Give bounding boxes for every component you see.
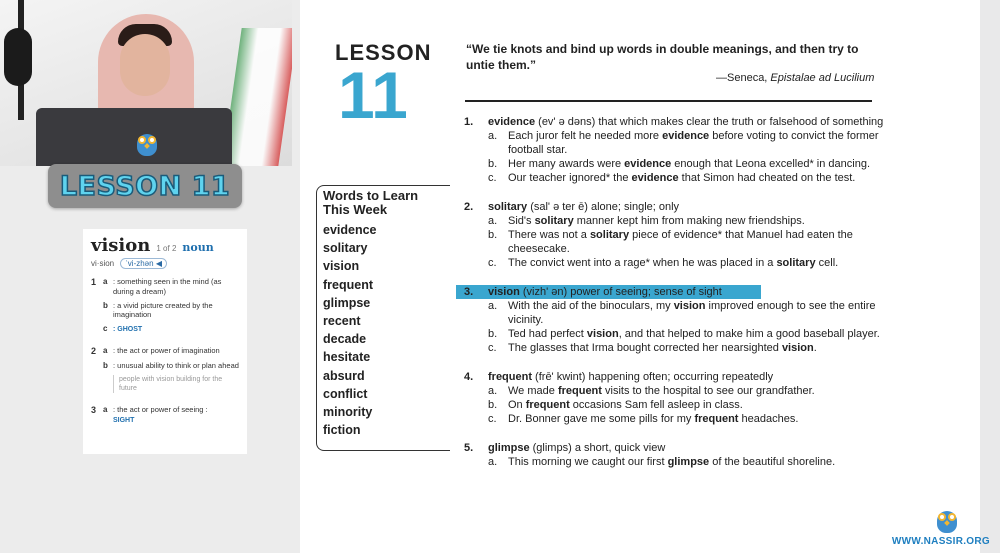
words-to-learn-list [323,221,444,439]
example-sentence [464,129,884,157]
subsense-definition: : unusual ability to think or plan ahead [113,360,239,370]
entry-headline [456,285,761,299]
subsense-text [113,361,239,371]
subsense-letter: c [103,324,108,333]
epigraph-attribution [716,72,874,84]
subsense-text [113,324,239,334]
entry-headline [464,370,884,384]
word-list-item: glimpse [323,295,371,310]
subsense-letter: a [103,405,108,415]
dictionary-sense [91,405,239,429]
subsense-letter: a [103,346,108,356]
pronunciation-audio-button[interactable] [120,258,167,269]
word-list-item: hesitate [323,350,371,365]
divider-rule [465,100,872,102]
subsense-text [113,405,239,425]
example-text: Ted had perfect vision, and that helped to make him a good baseball player. [508,328,880,340]
example-sentence [464,214,884,228]
entry-pronunciation: (sal' ə ter ē) [527,201,591,213]
subsense-definition: : the act or power of imagination [113,346,220,356]
example-sentence [464,384,884,398]
example-sentence [464,157,884,171]
dictionary-headword: vision [91,235,151,256]
epigraph-quote: “We tie knots and bind up words in double meanings, and then try to untie them.” [466,42,859,73]
dictionary-senses [91,277,239,429]
word-list-item: minority [323,405,373,420]
entry-definition: power of seeing; sense of sight [570,286,722,298]
entry-number: 5. [464,442,474,454]
entry-number: 3. [464,286,474,298]
entry-word: frequent [488,371,532,383]
entry-headline [464,115,884,129]
dictionary-part-of-speech: noun [182,241,214,254]
subsense-text [113,346,239,356]
owl-watermark-icon [934,505,960,533]
example-letter: b. [488,328,498,340]
entry-definition: a short, quick view [574,442,666,454]
dictionary-sense [91,277,239,338]
entry-definition-line [488,200,884,214]
presenter-face [120,34,170,96]
example-sentence [464,412,884,426]
entry-number: 1. [464,116,474,128]
dictionary-subsense [103,405,239,425]
vocabulary-entry-solitary [464,200,884,270]
dictionary-headword-row [91,235,239,256]
textbook-page [300,0,980,553]
right-margin [980,0,1000,553]
dictionary-entry [83,229,247,454]
word-list-item: absurd [323,368,365,383]
lesson-badge-label: LESSON 11 [59,170,231,202]
entry-number: 2. [464,201,474,213]
entry-word: vision [488,286,520,298]
flag-decoration [222,28,292,166]
example-letter: c. [488,342,497,354]
dictionary-subsense [103,346,239,356]
entry-word: evidence [488,116,536,128]
example-sentence [464,455,884,469]
attribution-author: —Seneca, [716,72,771,84]
example-text: Dr. Bonner gave me some pills for my frequent headaches. [508,413,799,425]
entry-definition-line [488,370,884,384]
entry-pronunciation: (ev' ə dəns) [535,116,599,128]
attribution-work: Epistalae ad Lucilium [770,72,875,84]
example-text: The glasses that Irma bought corrected her nearsighted vision. [508,342,817,354]
dictionary-subsense [103,361,239,371]
subsense-definition: : a vivid picture created by the imagination [113,300,213,320]
webcam-video [0,0,292,166]
dictionary-subsenses [103,405,239,429]
entry-definition-line [488,441,884,455]
subsense-text [113,301,239,321]
example-sentence [464,341,884,355]
example-letter: b. [488,158,498,170]
example-letter: a. [488,456,498,468]
dictionary-sense-number: 1 [91,277,97,287]
entry-pronunciation: (vizh' ən) [519,286,571,298]
entry-headline [464,441,884,455]
example-sentence [464,398,884,412]
entry-definition-line [488,285,761,299]
example-letter: b. [488,399,498,411]
subsense-definition: : GHOST [113,326,143,333]
vocabulary-entry-vision [464,285,884,355]
example-text: Our teacher ignored* the evidence that Simon had cheated on the test. [508,172,856,184]
example-letter: a. [488,130,498,142]
lesson-number: 11 [338,58,408,132]
example-letter: b. [488,229,498,241]
example-letter: a. [488,300,498,312]
example-sentence [464,256,884,270]
example-text: Each juror felt he needed more evidence before voting to convict the former football star. [508,130,879,156]
dictionary-subsense [103,301,239,321]
site-watermark: WWW.NASSIR.ORG [891,536,990,547]
subsense-text [113,277,239,297]
example-text: This morning we caught our first glimpse of the beautiful shoreline. [508,456,836,468]
example-sentence [464,327,884,341]
cross-reference-link[interactable]: SIGHT [113,417,135,425]
example-letter: c. [488,257,497,269]
dictionary-index: 1 of 2 [156,244,177,253]
dictionary-sense-number: 3 [91,405,97,416]
words-to-learn-title: Words to Learn This Week [323,188,419,218]
word-list-item: decade [323,332,367,347]
subsense-letter: b [103,360,108,370]
lesson-badge [48,164,242,208]
entry-definition: happening often; occurring repeatedly [588,371,774,383]
speaker-icon: ◀ [155,259,162,268]
entry-pronunciation: (frē' kwint) [532,371,589,383]
entry-headline [464,200,884,214]
entry-pronunciation: (glimps) [529,442,575,454]
microphone-icon [4,28,32,86]
vocabulary-entries [464,115,884,484]
dictionary-pronunciation-row [91,258,239,269]
entry-definition: that which makes clear the truth or falsehood of something [598,116,884,128]
example-letter: c. [488,172,497,184]
entry-definition-line [488,115,884,129]
usage-example: people with vision building for the future [113,375,239,393]
lesson-heading: LESSON [335,40,432,65]
entry-word: glimpse [488,442,530,454]
dictionary-subsense [103,277,239,297]
entry-definition: alone; single; only [590,201,680,213]
word-list-item: evidence [323,223,377,238]
example-sentence [464,228,884,256]
dictionary-sense [91,346,239,397]
dictionary-subsenses [103,277,239,338]
subsense-letter: a [103,277,108,286]
dictionary-subsense [103,324,239,334]
example-text: The convict went into a rage* when he was placed in a solitary cell. [508,257,839,269]
example-letter: a. [488,215,498,227]
example-text: Her many awards were evidence enough that Leona excelled* in dancing. [508,158,871,170]
owl-logo-icon [134,128,160,156]
example-letter: a. [488,385,498,397]
subsense-definition: : the act or power of seeing : [113,405,208,415]
entry-word: solitary [488,201,528,213]
words-to-learn-box [316,185,450,451]
dictionary-sense-number: 2 [91,346,97,357]
word-list-item: conflict [323,386,368,401]
example-letter: c. [488,413,497,425]
example-text: We made frequent visits to the hospital to see our grandfather. [508,385,815,397]
example-text: There was not a solitary piece of evidence* that Manuel had eaten the cheesecake. [508,229,853,255]
word-list-item: solitary [323,241,368,256]
example-text: On frequent occasions Sam fell asleep in class. [508,399,743,411]
entry-number: 4. [464,371,474,383]
example-sentence [464,171,884,185]
example-sentence [464,299,884,327]
vocabulary-entry-evidence [464,115,884,185]
example-text: With the aid of the binoculars, my vision improved enough to see the entire vicinity. [508,300,876,326]
dictionary-subsenses [103,346,239,397]
word-list-item: frequent [323,277,373,292]
dictionary-pronunciation: ˈvi-zhən [125,259,154,268]
vocabulary-entry-frequent [464,370,884,426]
dictionary-syllables: vi·sion [91,259,115,268]
word-list-item: recent [323,314,361,329]
vocabulary-entry-glimpse [464,441,884,469]
subsense-definition: : something seen in the mind (as during a dream) [113,277,222,296]
word-list-item: fiction [323,423,361,438]
subsense-letter: b [103,300,108,310]
word-list-item: vision [323,259,360,274]
example-text: Sid's solitary manner kept him from making new friendships. [508,215,805,227]
